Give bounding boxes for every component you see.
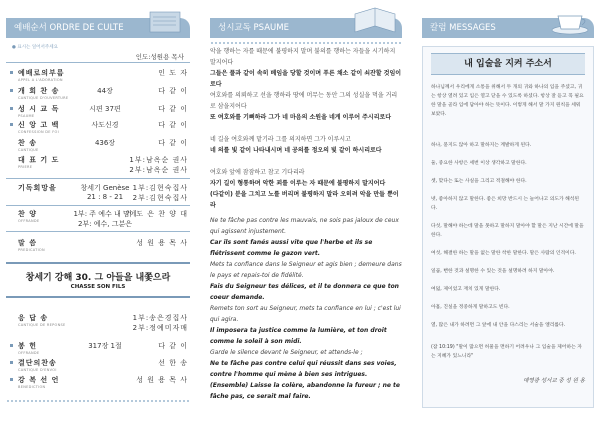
message-point: 둘, 중요한 사항은 세번 이상 생각하고 말한다. [431,161,527,166]
psalm-column [204,0,408,424]
psalm-line: 자기 길이 형통하며 악한 꾀를 이루는 자 때문에 불평하지 말지어다 [210,180,386,187]
message-point: 여섯, 해결한 하는 말을 없는 말한 착한 말한다. 말은 사람의 인격이다. [431,251,576,256]
message-point: 아홉, 진실을 정중하게 말하고도 빈다. [431,305,510,310]
messages-header-title: 칼럼 MESSAGES [430,23,496,33]
open-book-icon [350,6,400,36]
order-of-worship-column: 예배순서 ORDRE DE CULTE ● 표시는 일어서주세요 인도:성원용 목사 예배로의부름 APPEL A L'ADORATION 인 도 자 개 회 찬 송 CANTIQUE D'OUVERTURE 44장 다 같 이 성 시 교 독 PSAUME 시편 37편 다 같 이 신 앙 고 백 CONFESSION DE FOI 사도신경 다 같 이 찬 송 CANTIQUE 436장 다 같 이 대 표 기 도 PRIERE 1부:남옥순 권사 2부:남옥순 권사 기독회망을 창세기 Genèse 1부:김현숙집사 21 : 8 - 21 2부:김현숙집사 찬 양 OFFRANDE 1부: 주 예수 내 맘에 기 도 은 찬 양 대 2부: 예수, 그분은 말 씀 PREDICATION 성 원 용 목 사 창세기 강해 30. 그 아들을 내쫓으라 CHASSE SON FILS 응 답 송 CANTIQUE DE REPONSE 1부:송은경집사 2부:정예미자매 봉 헌 OFFRANDE 317장 1절 다 같 이 결단의찬송 CANTIQUE D'ENVOI 선 한 송 강 복 선 언 BENEDICTION 성 원 용 목 사 [0,0,196,424]
hymnal-icon [138,6,188,36]
message-point: 하나, 묻지도 않아 하고 말하지는 계발하게 된다. [431,143,532,148]
message-point: 열, 많은 내가 하려면 그 앞에 내 안을 다스리는 서술을 엘리를다. [431,323,566,328]
worship-header-title: 예배순서 ORDRE DE CULTE [14,23,124,33]
stand-note: ● 표시는 일어서주세요 [12,45,58,50]
psalm-line: 여호와 앞에 잠잠하고 참고 기다리라 [210,169,305,176]
psalm-line: Ne te fâche pas contre les mauvais, ne sois pas jaloux de ceux qui agissent injustement. [210,217,399,235]
message-point: 다섯, 말해야 하는데 말을 못하고 말하지 말아야 할 말은 지난 시간에 말을 한다. [431,224,584,238]
psalm-header [210,18,402,38]
psalm-line: Fais du Seigneur tes délices, et il te donnera ce que ton coeur demande. [210,283,399,301]
divider [6,205,190,206]
messages-header [422,18,594,38]
leader-top: 인도:성원용 목사 [135,53,184,61]
message-point: 일곱, 뻔한 것과 설명한 수 있는 것을 설명하려 하지 말아야. [431,269,555,274]
signature: 예영광 성서교 중 성 원 용 [523,378,585,384]
sermon-title: 창세기 강해 30. 그 아들을 내쫓으라 [25,273,171,283]
psalm-line: Car ils sont fanés aussi vite que l'herbe et ils se flétrissent comme le gazon vert. [210,239,373,257]
dotted-divider [210,42,402,44]
psalm-line: 악을 행하는 자를 때문에 불평하지 말며 불의를 행하는 자들을 시기하지 말지어다 [210,48,396,66]
psalm-line: Remets ton sort au Seigneur, mets ta confiance en lui ; c'est lui qui agira. [210,305,401,323]
message-box [422,46,594,408]
scripture-quote: (잠 10:19) "말이 많으면 허물을 면하기 어려우나 그 입술을 제어하는 자는 지혜가 있느니라" [431,345,582,359]
sermon-subtitle: CHASSE SON FILS [70,284,126,290]
divider [6,296,190,298]
coffee-cup-icon [542,6,592,36]
psalm-line: 또 여호와를 기뻐하라 그가 네 마음의 소원을 네게 이루어 주시리로다 [210,114,392,121]
psalm-line: Mets ta confiance dans le Seigneur et agis bien ; demeure dans le pays et repais-toi de fidélité. [210,261,402,279]
psalm-line: (다같이) 분을 그치고 노를 버리며 불평하지 말라 오히려 악을 만들 뿐이라 [210,191,399,209]
worship-header [6,18,190,38]
psalm-header-title: 성시교독 PSAUME [218,23,289,33]
psalm-line: 그들은 풀과 같이 속히 베임을 당할 것이며 푸른 채소 같이 쇠잔할 것임이로다 [210,70,402,88]
column-messages [416,0,600,424]
psalm-line: Garde le silence devant le Seigneur, et attends-le ; [210,349,363,356]
message-point: 여덟, 제이었고 재치 있게 말한다. [431,287,501,292]
psalm-line: Ne te fâche pas contre celui qui réussit dans ses voies, contre l'homme qui mène à bien ses intrigues. [210,360,397,378]
divider [6,178,190,179]
message-point: 넷, 좋아하지 않고 말한다. 좋은 희망 반드시 는 늘어나고 의도가 해석된다. [431,197,580,211]
divider [6,262,190,264]
dotted-divider [6,400,190,402]
psalm-line: 여호와를 의뢰하고 선을 행하라 땅에 머무는 동안 그의 성실을 먹을 거리로 삼을지어다 [210,92,398,110]
psalm-line: Il imposera ta justice comme la lumière, et ton droit comme le soleil à son midi. [210,327,387,345]
psalm-line: 네 길을 여호와께 맡기라 그를 의지하면 그가 이루시고 [210,136,351,143]
message-point: 셋, 맞다는 또는 사실을 그리고 적절해야 한다. [431,179,527,184]
psalm-line: (Ensemble) Laisse la colère, abandonne la fureur ; ne te fâche pas, ce serait mal faire. [210,382,400,400]
message-paragraph: 하나님께서 우리에게 소통을 위해서 두 개의 귀와 하나의 입을 주셨고, 귀는 항상 열려 있고 입은 열고 닫을 수 있도록 하셨다. 항상 잘 듣고 꼭 필요한 말을 골라 입에 담아야 하는 뜻이다. 이렇게 해서 말 가지 원칙을 세워 보았다. [431,85,584,117]
psalm-line: 네 의를 빛 같이 나타내시며 네 공의를 정오의 빛 같이 하시리로다 [210,147,382,154]
divider [6,62,190,63]
divider [6,231,190,232]
message-title: 내 입술을 지켜 주소서 [431,53,585,75]
